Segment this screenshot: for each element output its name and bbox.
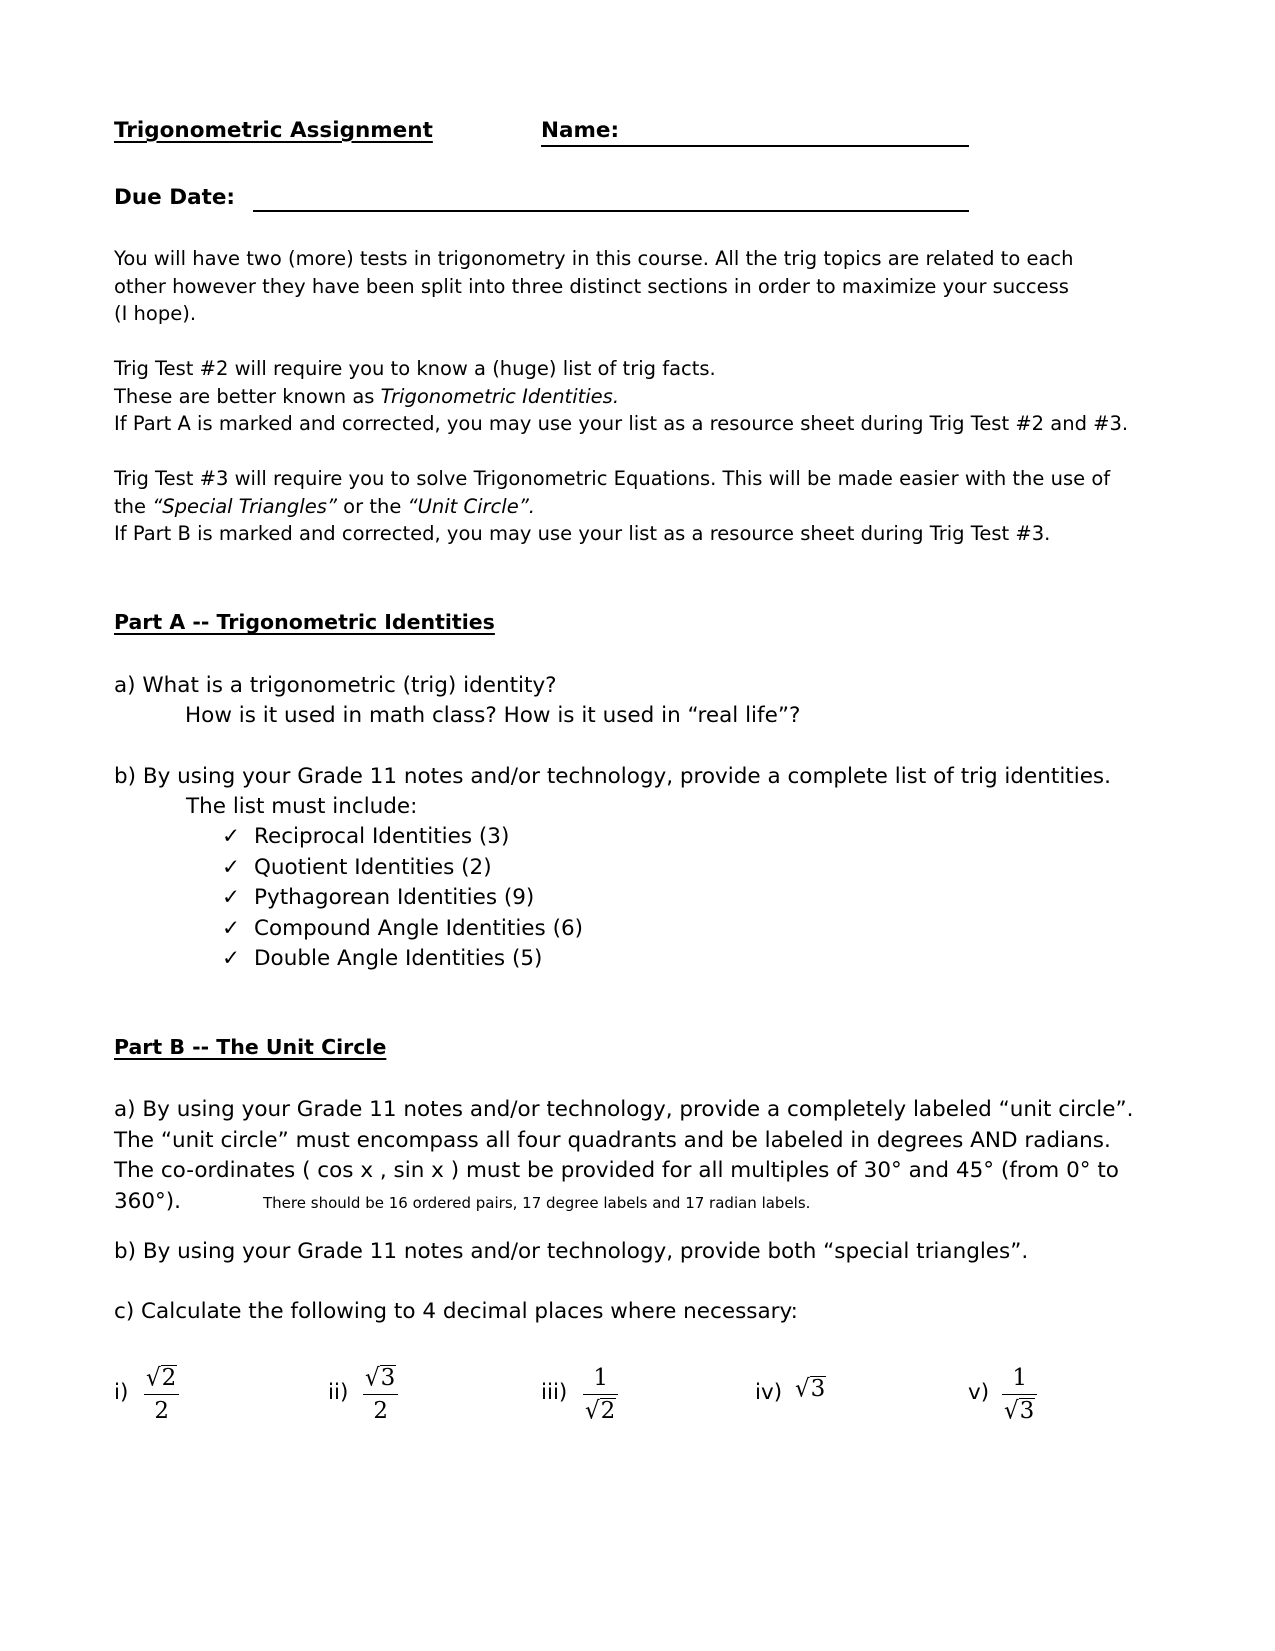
intro-p3-line-1: Trig Test #3 will require you to solve Trigonometric Equations. This will be made easier with the use of (114, 467, 1111, 490)
exercise-i-fraction (144, 1362, 179, 1427)
radical-sign: √ (795, 1375, 810, 1403)
intro-p3-line-2-italic-2: “Unit Circle”. (407, 494, 535, 518)
radicand: 2 (600, 1398, 616, 1424)
exercise-iii-label: iii) (541, 1380, 568, 1405)
intro-p3-line-2-italic-1: “Special Triangles” (152, 494, 337, 518)
radical-sign: √ (146, 1364, 161, 1392)
part-a-qb-line-2: The list must include: (186, 794, 418, 819)
radical-sign: √ (1004, 1397, 1019, 1425)
fraction-denominator (1002, 1395, 1037, 1427)
due-date-label: Due Date: (114, 185, 236, 210)
name-field-line[interactable] (541, 145, 969, 147)
check-icon: ✓ (222, 946, 241, 971)
check-icon: ✓ (222, 854, 241, 880)
intro-paragraph-3 (114, 465, 1110, 548)
part-b-qa-note: There should be 16 ordered pairs, 17 degree labels and 17 radian labels. (263, 1193, 811, 1212)
fraction-numerator: 1 (583, 1362, 618, 1395)
fraction-denominator: 2 (154, 1398, 169, 1424)
exercise-i-label: i) (114, 1380, 129, 1405)
part-a-qa-line-2: How is it used in math class? How is it used in “real life”? (185, 703, 801, 728)
intro-p1-line-1: You will have two (more) tests in trigonometry in this course. All the trig topics are related to each (114, 247, 1074, 270)
due-date-field-line[interactable] (253, 210, 969, 212)
exercise-v-label: v) (968, 1380, 990, 1405)
intro-p2-line-1: Trig Test #2 will require you to know a (huge) list of trig facts. (114, 357, 716, 380)
list-item (222, 883, 583, 914)
exercise-v-fraction (1002, 1362, 1037, 1427)
check-icon: ✓ (222, 824, 241, 849)
intro-paragraph-1 (114, 245, 1073, 328)
part-b-qa-line-2: The “unit circle” must encompass all four quadrants and be labeled in degrees AND radians. (114, 1127, 1111, 1153)
exercise-iv-label: iv) (755, 1380, 783, 1405)
part-b-qa-line-1: a) By using your Grade 11 notes and/or technology, provide a completely labeled “unit circle”. (114, 1097, 1134, 1122)
exercise-ii-label: ii) (328, 1380, 349, 1405)
intro-p2-line-2 (114, 383, 1128, 411)
list-item (222, 822, 583, 853)
radicand: 3 (810, 1376, 826, 1402)
radicand: 3 (380, 1365, 396, 1391)
part-a-heading: Part A -- Trigonometric Identities (114, 610, 495, 634)
fraction-denominator: 2 (373, 1398, 388, 1424)
intro-paragraph-2 (114, 355, 1128, 438)
part-b-qa-line-3: The co-ordinates ( cos x , sin x ) must be provided for all multiples of 30° and 45° (from 0° to (114, 1158, 1119, 1183)
fraction-numerator: 1 (1002, 1362, 1037, 1395)
intro-p3-line-2 (114, 493, 1110, 521)
checklist-item-label: Reciprocal Identities (3) (254, 824, 510, 849)
part-b-question-a (114, 1095, 1133, 1218)
radical-sign: √ (585, 1397, 600, 1425)
part-b-heading: Part B -- The Unit Circle (114, 1035, 387, 1059)
part-b-qa-line-4-text: 360°). (114, 1188, 182, 1214)
fraction-denominator (583, 1395, 618, 1427)
exercise-ii-fraction (363, 1362, 398, 1427)
intro-p2-line-2-text: These are better known as (114, 384, 381, 408)
radicand: 3 (1019, 1398, 1035, 1424)
square-root (365, 1362, 396, 1394)
square-root (795, 1376, 826, 1402)
checklist-item-label: Quotient Identities (2) (254, 854, 492, 880)
check-icon: ✓ (222, 915, 241, 941)
exercise-iv-value (795, 1376, 826, 1402)
part-b-question-c: c) Calculate the following to 4 decimal places where necessary: (114, 1299, 798, 1324)
square-root (585, 1395, 616, 1427)
check-icon: ✓ (222, 885, 241, 910)
part-b-qa-line-4 (114, 1187, 1133, 1219)
square-root (1004, 1395, 1035, 1427)
square-root (146, 1362, 177, 1394)
intro-p3-line-2-pre: the (114, 494, 153, 518)
assignment-title: Trigonometric Assignment (114, 118, 433, 143)
part-a-question-b (114, 762, 1111, 822)
part-a-qb-line-1: b) By using your Grade 11 notes and/or technology, provide a complete list of trig identities. (114, 764, 1111, 789)
intro-p1-line-3: (I hope). (114, 302, 197, 325)
list-item (222, 944, 583, 975)
fraction-numerator (363, 1362, 398, 1395)
name-label: Name: (541, 118, 620, 143)
list-item (222, 853, 583, 884)
intro-p2-line-2-italic: Trigonometric Identities. (380, 384, 620, 408)
part-a-qa-line-1: a) What is a trigonometric (trig) identity? (114, 673, 557, 698)
radical-sign: √ (365, 1364, 380, 1392)
checklist-item-label: Compound Angle Identities (6) (254, 915, 584, 941)
list-item (222, 914, 583, 945)
checklist-item-label: Double Angle Identities (5) (254, 946, 543, 971)
intro-p3-line-3: If Part B is marked and corrected, you may use your list as a resource sheet during Trig Test #3. (114, 522, 1051, 545)
intro-p2-line-3: If Part A is marked and corrected, you may use your list as a resource sheet during Trig Test #2 and #3. (114, 412, 1129, 435)
exercise-iii-fraction (583, 1362, 618, 1427)
radicand: 2 (161, 1365, 177, 1391)
part-a-question-a (114, 671, 800, 731)
intro-p1-line-2: other however they have been split into three distinct sections in order to maximize your success (114, 274, 1069, 298)
fraction-numerator (144, 1362, 179, 1395)
part-b-question-b: b) By using your Grade 11 notes and/or technology, provide both “special triangles”. (114, 1239, 1029, 1264)
identity-checklist (222, 822, 583, 975)
intro-p3-line-2-mid: or the (336, 494, 408, 518)
checklist-item-label: Pythagorean Identities (9) (254, 885, 535, 910)
